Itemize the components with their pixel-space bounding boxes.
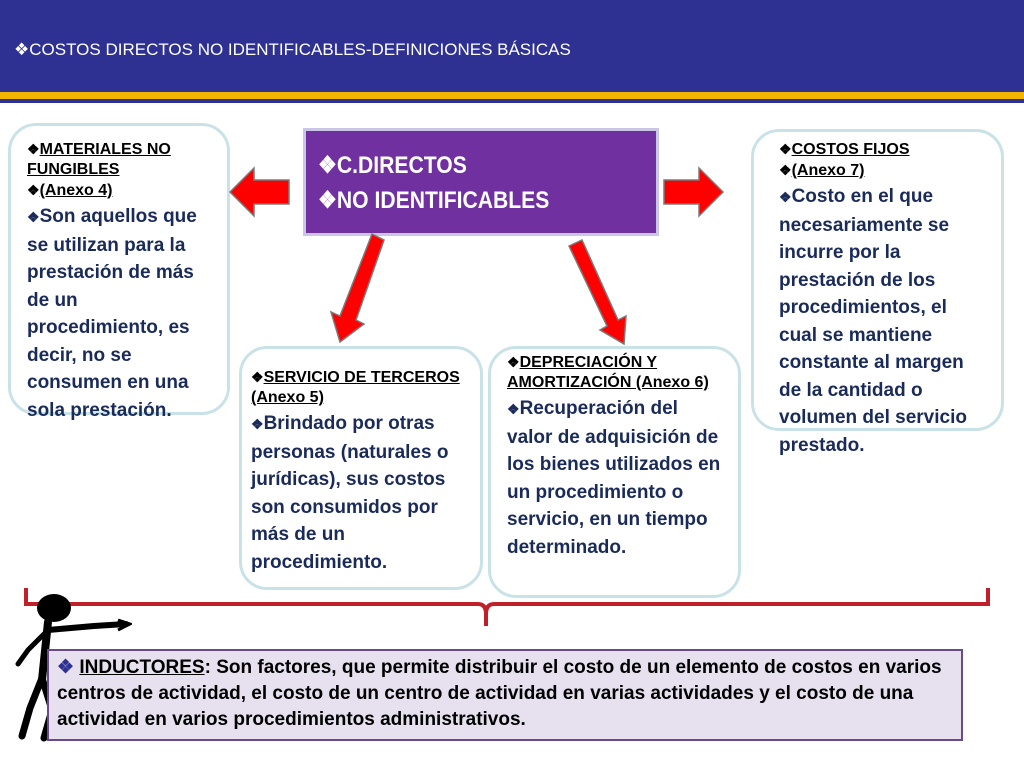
bullet-diamond-icon: ❖	[318, 187, 337, 214]
servicio-terceros-body: Brindado por otras personas (naturales o jurídicas), sus costos son consumidos por más de un procedimiento.	[251, 413, 449, 573]
depreciacion-text	[507, 352, 722, 561]
bullet-diamond-icon: ❖	[507, 354, 520, 370]
bullet-diamond-icon: ❖	[779, 141, 792, 157]
costos-fijos-body: Costo en el que necesariamente se incurre por la prestación de los procedimientos, el cual se mantiene constante al margen de la cantidad o volumen del servicio prestado.	[779, 186, 967, 456]
materiales-heading: MATERIALES NO FUNGIBLES	[27, 141, 171, 178]
bullet-diamond-icon: ❖	[27, 141, 40, 157]
bullet-diamond-icon: ❖	[779, 162, 792, 178]
bullet-diamond-icon: ❖	[251, 369, 264, 385]
title-banner	[0, 0, 1024, 92]
center-concept-box	[303, 128, 659, 236]
grouping-brace	[18, 582, 1000, 632]
blue-stripe	[0, 99, 1024, 103]
bullet-diamond-icon: ❖	[27, 182, 40, 198]
inductores-box	[47, 649, 963, 741]
bullet-diamond-icon: ❖	[14, 40, 30, 59]
bullet-diamond-icon: ❖	[318, 152, 337, 179]
depreciacion-heading: DEPRECIACIÓN Y AMORTIZACIÓN (Anexo 6)	[507, 354, 709, 391]
arrow-down-icon	[564, 238, 636, 346]
costos-fijos-heading: COSTOS FIJOS	[791, 141, 910, 158]
center-line-2: ❖NO IDENTIFICABLES	[318, 187, 550, 214]
inductores-definition: Son factores, que permite distribuir el costo de un elemento de costos en varios centros de actividad, el costo de un centro de actividad en varias actividades y el costo de una actividad en varios procedimientos administrativos.	[57, 657, 942, 730]
bullet-diamond-icon: ❖	[57, 657, 75, 678]
costos-fijos-text	[779, 139, 979, 459]
bullet-diamond-icon: ❖	[251, 416, 264, 432]
gold-stripe	[0, 92, 1024, 99]
arrow-left-icon	[228, 166, 292, 218]
servicio-terceros-heading: SERVICIO DE TERCEROS (Anexo 5)	[251, 369, 460, 406]
materiales-annex: (Anexo 4)	[39, 182, 113, 199]
materiales-text	[27, 139, 211, 424]
page-title: ❖COSTOS DIRECTOS NO IDENTIFICABLES-DEFINICIONES BÁSICAS	[14, 40, 571, 59]
depreciacion-body: Recuperación del valor de adquisición de los bienes utilizados en un procedimiento o servicio, en un tiempo determinado.	[507, 398, 721, 558]
bullet-diamond-icon: ❖	[779, 189, 792, 205]
inductores-term: INDUCTORES	[79, 657, 205, 678]
center-line-1: ❖C.DIRECTOS	[318, 152, 467, 179]
materiales-body: Son aquellos que se utilizan para la prestación de más de un procedimiento, es decir, no se consumen en una sola prestación.	[27, 206, 197, 421]
bullet-diamond-icon: ❖	[27, 209, 40, 225]
bullet-diamond-icon: ❖	[507, 401, 520, 417]
servicio-terceros-text	[251, 367, 466, 576]
arrow-down-icon	[320, 232, 390, 344]
costos-fijos-annex: (Anexo 7)	[791, 162, 865, 179]
arrow-right-icon	[661, 166, 725, 218]
inductores-text: ❖ INDUCTORES: Son factores, que permite distribuir el costo de un elemento de costos en varios centros de actividad, el costo de un centro de actividad en varias actividades y el costo de una actividad en varios procedimientos administrativos.	[57, 657, 942, 730]
